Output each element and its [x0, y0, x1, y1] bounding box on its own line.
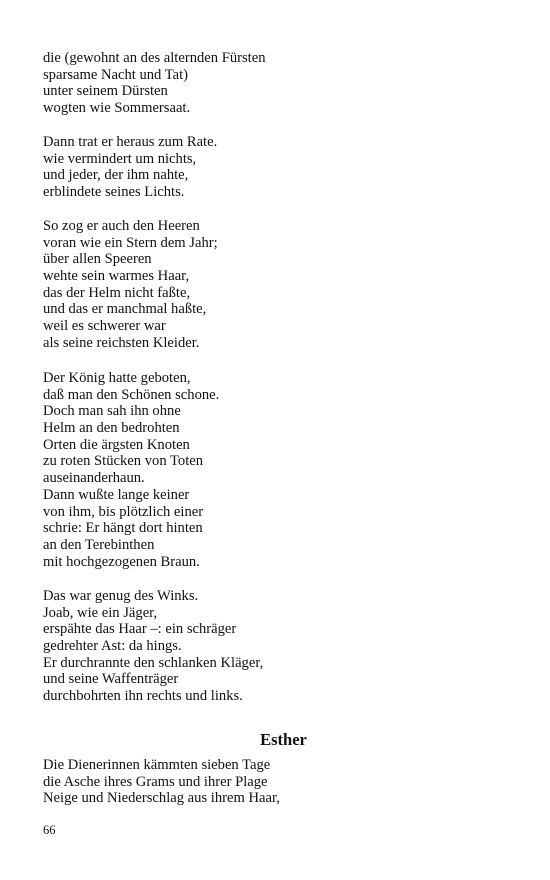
verse-line: die Asche ihres Grams und ihrer Plage: [43, 773, 268, 790]
verse-line: erblindete seines Lichts.: [43, 184, 185, 201]
verse-line: durchbohrten ihn rechts und links.: [43, 688, 243, 705]
verse-line: wogten wie Sommersaat.: [43, 100, 191, 117]
verse-line: von ihm, bis plötzlich einer: [43, 503, 204, 520]
stanza-1: [43, 50, 266, 117]
stanza-5: [43, 588, 263, 705]
verse-line: an den Terebinthen: [43, 536, 155, 553]
verse-line: erspähte das Haar –: ein schräger: [43, 621, 237, 638]
stanza-3: [43, 218, 218, 352]
verse-line: weil es schwerer war: [43, 318, 166, 335]
verse-line: das der Helm nicht faßte,: [43, 284, 191, 301]
verse-line: zu roten Stücken von Toten: [43, 453, 204, 470]
verse-line: Der König hatte geboten,: [43, 370, 191, 386]
verse-line: wie vermindert um nichts,: [43, 150, 197, 167]
verse-line: Neige und Niederschlag aus ihrem Haar,: [43, 790, 280, 807]
verse-line: Doch man sah ihn ohne: [43, 403, 181, 420]
verse-line: und seine Waffenträger: [43, 671, 179, 688]
verse-line: mit hochgezogenen Braun.: [43, 553, 200, 570]
verse-line: Joab, wie ein Jäger,: [43, 604, 158, 621]
stanza-2: [43, 134, 217, 201]
verse-line: Er durchrannte den schlanken Kläger,: [43, 654, 264, 671]
verse-line: Das war genug des Winks.: [43, 588, 199, 604]
verse-line: gedrehter Ast: da hings.: [43, 638, 182, 655]
verse-line: Orten die ärgsten Knoten: [43, 436, 190, 453]
verse-line: und das er manchmal haßte,: [43, 301, 207, 318]
verse-line: Die Dienerinnen kämmten sieben Tage: [43, 757, 271, 773]
verse-line: auseinanderhaun.: [43, 470, 145, 487]
poem-title: Esther: [260, 730, 307, 749]
verse-line: wehte sein warmes Haar,: [43, 268, 190, 285]
stanza-4: [43, 370, 219, 570]
verse-line: als seine reichsten Kleider.: [43, 334, 200, 351]
verse-line: Helm an den bedrohten: [43, 420, 180, 437]
verse-line: die (gewohnt an des alternden Fürsten: [43, 50, 266, 66]
verse-line: über allen Speeren: [43, 251, 152, 268]
stanza-esther-1: [43, 757, 280, 807]
verse-line: Dann trat er heraus zum Rate.: [43, 134, 218, 150]
verse-line: voran wie ein Stern dem Jahr;: [43, 234, 218, 251]
verse-line: daß man den Schönen schone.: [43, 386, 220, 403]
verse-line: Dann wußte lange keiner: [43, 486, 190, 503]
page-number: 66: [43, 823, 56, 837]
verse-line: sparsame Nacht und Tat): [43, 66, 189, 83]
verse-line: schrie: Er hängt dort hinten: [43, 520, 203, 537]
verse-line: und jeder, der ihm nahte,: [43, 167, 189, 184]
verse-line: So zog er auch den Heeren: [43, 218, 200, 234]
verse-line: unter seinem Dürsten: [43, 83, 168, 100]
